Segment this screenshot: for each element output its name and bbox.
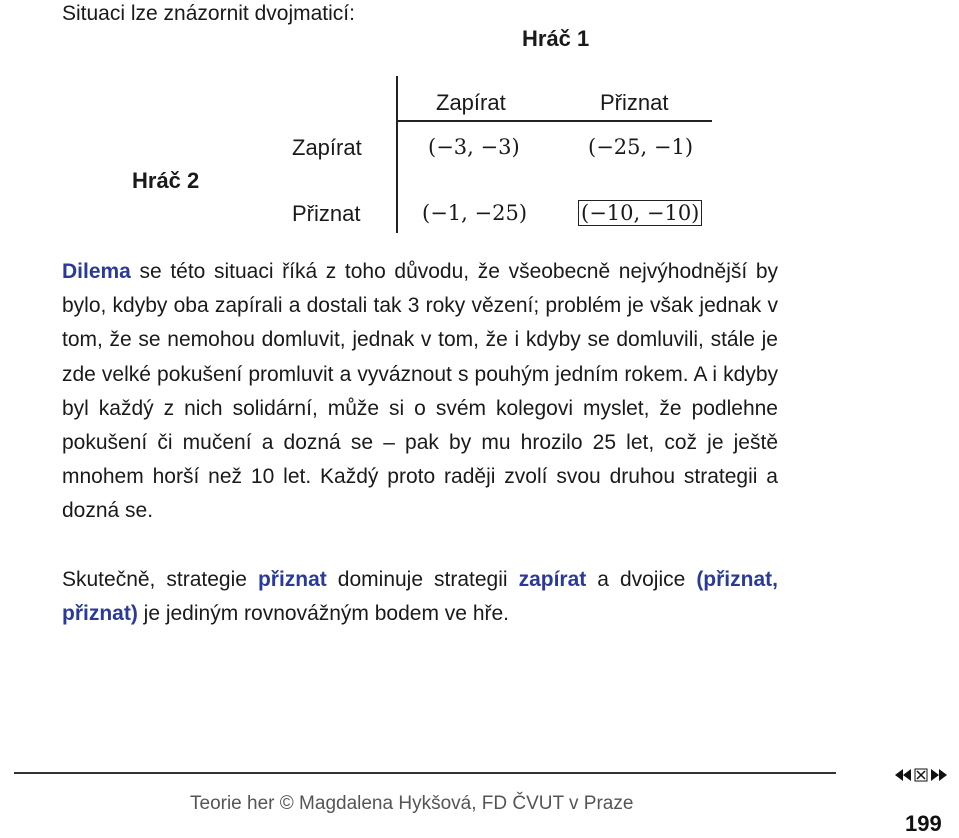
player2-label: Hráč 2	[132, 168, 200, 193]
payoff-cell: (−25, −1)	[588, 135, 694, 159]
matrix-horizontal-rule	[396, 120, 712, 122]
term-equilibrium-pair: (přiznat, přiznat)	[62, 568, 778, 626]
footer-rule	[14, 772, 836, 774]
paragraph-conclusion	[62, 563, 778, 631]
column-header-priznat: Přiznat	[600, 90, 669, 115]
conclusion-text: je jediným rovnovážným bodem ve hře.	[137, 602, 509, 626]
player1-label: Hráč 1	[522, 26, 590, 51]
term-dilema: Dilema	[62, 260, 131, 283]
paragraph-dilema	[62, 255, 778, 529]
matrix-vertical-rule	[396, 76, 398, 233]
equilibrium-cell: (−10, −10)	[578, 200, 702, 226]
conclusion-text: Skutečně, strategie	[62, 568, 258, 591]
intro-text: Situaci lze znázornit dvojmaticí:	[62, 2, 355, 25]
term-zapirat: zapírat	[518, 568, 587, 591]
payoff-cell: (−3, −3)	[428, 135, 520, 159]
next-slide-icon[interactable]	[930, 768, 948, 787]
conclusion-text: a dvojice	[586, 568, 697, 591]
conclusion-text: dominuje strategii	[326, 568, 519, 591]
slide-navigation	[894, 768, 948, 787]
row-header-priznat: Přiznat	[292, 201, 361, 226]
previous-slide-icon[interactable]	[894, 768, 912, 787]
page-number: 199	[905, 811, 942, 836]
payoff-cell: (−1, −25)	[422, 201, 528, 225]
row-header-zapirat: Zapírat	[292, 135, 362, 160]
term-priznat: přiznat	[257, 568, 327, 591]
close-presentation-icon[interactable]	[914, 768, 928, 787]
paragraph-dilema-text: se této situaci říká z toho důvodu, že všeobecně nejvýhodnější by bylo, kdyby oba zapírali a dostali tak 3 roky vězení; problém je však jednak v tom, že se nemohou domluvit, jednak v tom, že i kdyby se domluvili, stále je zde velké pokušení promluvit a vyváznout s pouhým jedním rokem. A i kdyby byl každý z nich solidární, může si o svém kolegovi myslet, že podlehne pokušení či mučení a dozná se – pak by mu hrozilo 25 let, což je ještě mnohem horší než 10 let. Každý proto raději zvolí svou druhou strategii a dozná se.	[62, 260, 778, 523]
footer-text: Teorie her © Magdalena Hykšová, FD ČVUT v Praze	[190, 793, 634, 814]
column-header-zapirat: Zapírat	[436, 90, 506, 115]
